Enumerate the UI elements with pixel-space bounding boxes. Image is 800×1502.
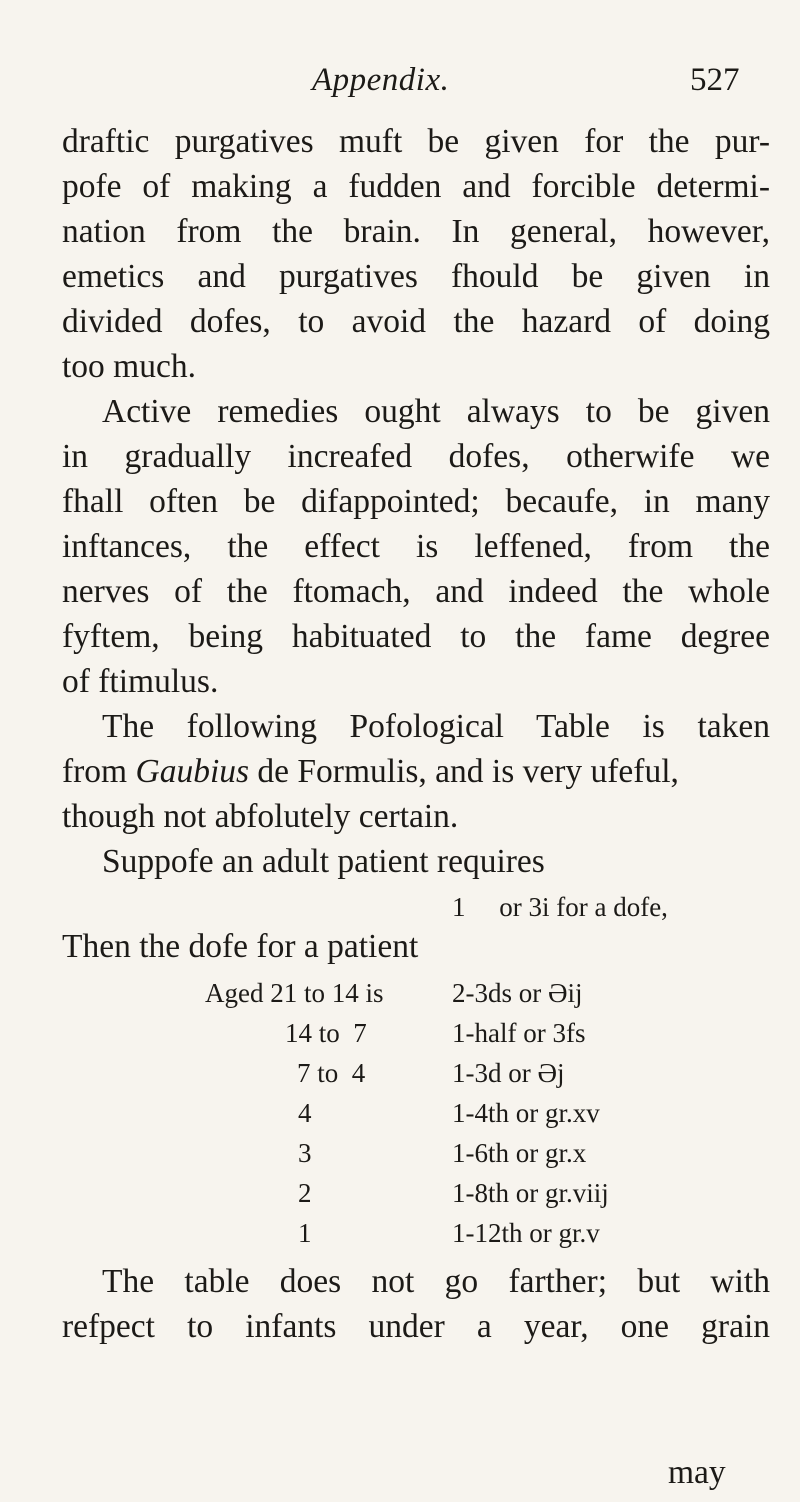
text-line: nerves of the ftomach, and indeed the whole <box>62 573 770 610</box>
text-line: draftic purgatives muft be given for the pur- <box>62 123 770 160</box>
text-line <box>62 752 770 792</box>
age-range: 7 to 4 <box>297 1058 366 1088</box>
text-line: in gradually increafed dofes, otherwife we <box>62 438 770 475</box>
table-row <box>0 1175 800 1211</box>
table-row <box>0 975 800 1011</box>
dose-value: 2-3ds or Әij <box>452 978 583 1008</box>
text-line: Suppofe an adult patient requires <box>102 843 545 880</box>
author-name: Gaubius <box>135 753 250 790</box>
catchword: may <box>668 1454 726 1491</box>
age-range: 4 <box>298 1098 312 1128</box>
dose-value: 1-4th or gr.xv <box>452 1098 600 1128</box>
running-head <box>0 62 800 102</box>
page-number: 527 <box>690 62 740 98</box>
text-line: of ftimulus. <box>62 663 219 700</box>
dose-value: 1-half or 3fs <box>452 1018 586 1048</box>
table-row <box>0 1015 800 1051</box>
text-run: from <box>62 753 136 790</box>
text-line: fyftem, being habituated to the fame degree <box>62 618 770 655</box>
adult-dose-line: 1 or 3i for a dofe, <box>452 892 668 922</box>
text-line: The table does not go farther; but with <box>102 1263 770 1300</box>
text-line: though not abfolutely certain. <box>62 798 459 835</box>
table-row <box>0 1135 800 1171</box>
age-range: 14 to 7 <box>285 1018 367 1048</box>
text-line: inftances, the effect is leffened, from the <box>62 528 770 565</box>
text-line: divided dofes, to avoid the hazard of doing <box>62 303 770 340</box>
table-row <box>0 1055 800 1091</box>
text-run: de Formulis, and is very ufeful, <box>249 753 679 790</box>
text-line: pofe of making a fudden and forcible determi- <box>62 168 770 205</box>
dose-value: 1-12th or gr.v <box>452 1218 600 1248</box>
table-row <box>0 1095 800 1131</box>
table-row <box>0 1215 800 1251</box>
age-range: 2 <box>298 1178 312 1208</box>
text-line: too much. <box>62 348 196 385</box>
age-range: 3 <box>298 1138 312 1168</box>
dose-value: 1-3d or Әj <box>452 1058 565 1088</box>
text-line: fhall often be difappointed; becaufe, in many <box>62 483 770 520</box>
text-line: Then the dofe for a patient <box>62 928 419 965</box>
age-range: Aged 21 to 14 is <box>205 978 384 1008</box>
dose-value: 1-6th or gr.x <box>452 1138 587 1168</box>
dose-value: 1-8th or gr.viij <box>452 1178 609 1208</box>
text-line: emetics and purgatives fhould be given in <box>62 258 770 295</box>
text-line: refpect to infants under a year, one grain <box>62 1308 770 1345</box>
age-range: 1 <box>298 1218 312 1248</box>
running-title: Appendix. <box>312 62 450 98</box>
text-line: Active remedies ought always to be given <box>102 393 770 430</box>
text-line: nation from the brain. In general, however, <box>62 213 770 250</box>
text-line: The following Pofological Table is taken <box>102 708 770 745</box>
